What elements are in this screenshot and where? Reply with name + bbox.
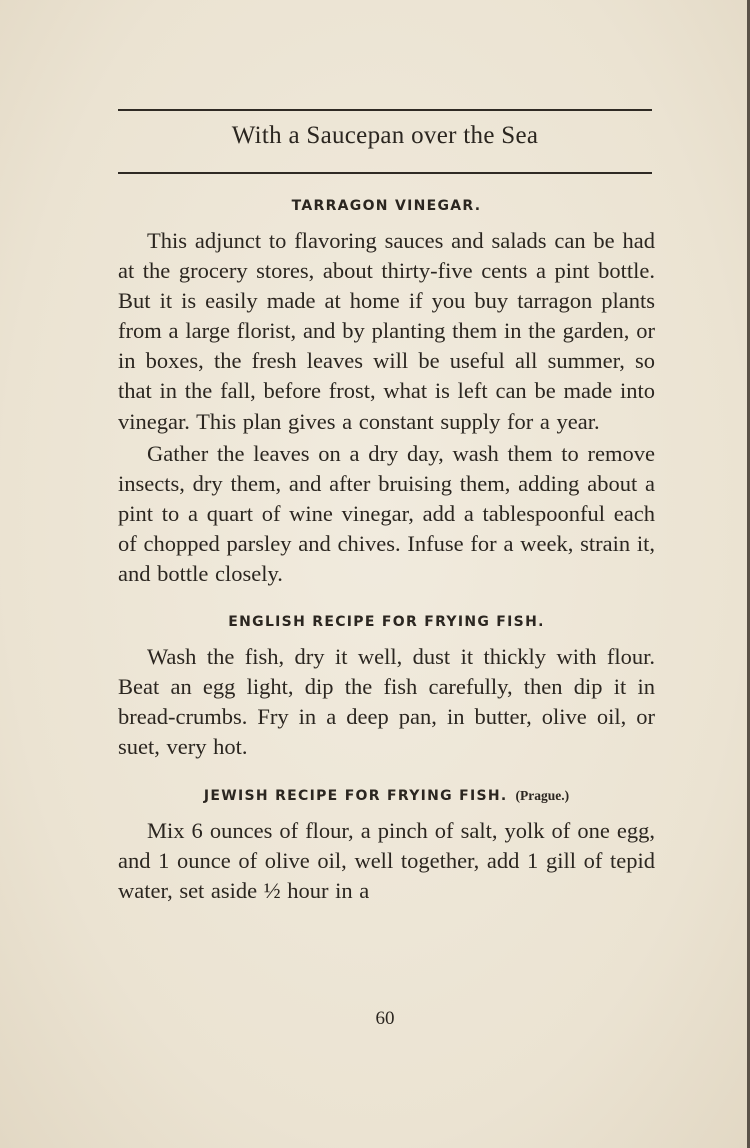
running-head: With a Saucepan over the Sea [231, 122, 539, 149]
page-body [118, 198, 655, 906]
section-heading-text: JEWISH RECIPE FOR FRYING FISH. [203, 787, 508, 804]
paragraph: Wash the fish, dry it well, dust it thickly with flour. Beat an egg light, dip the fish carefully, then dip it in bread-crumbs. Fry in a deep pan, in butter, olive oil, or suet, very hot. [118, 644, 655, 760]
section-heading-note: (Prague.) [515, 787, 570, 803]
section-heading-english-recipe: ENGLISH RECIPE FOR FRYING FISH. [228, 614, 545, 631]
paragraph: Mix 6 ounces of flour, a pinch of salt, yolk of one egg, and 1 ounce of olive oil, well together, add 1 gill of tepid water, set aside ½ hour in a [118, 817, 655, 903]
header-rule-bottom [118, 172, 652, 174]
paragraph: Gather the leaves on a dry day, wash them to remove insects, dry them, and after bruising them, adding about a pint to a quart of wine vinegar, add a tablespoonful each of chopped parsley and chives. Infuse for a week, strain it, and bottle closely. [118, 440, 655, 587]
page-number: 60 [375, 1008, 395, 1029]
section-heading-jewish-recipe [118, 788, 655, 804]
header-rule-top [118, 109, 652, 111]
section-heading-tarragon-vinegar: TARRAGON VINEGAR. [291, 198, 482, 214]
paragraph: This adjunct to flavoring sauces and salads can be had at the grocery stores, about thirty-five cents a pint bottle. But it is easily made at home if you buy tarragon plants from a large florist, and by planting them in the garden, or in boxes, the fresh leaves will be useful all summer, so that in the fall, before frost, what is left can be made into vinegar. This plan gives a constant supply for a year. [118, 228, 655, 434]
